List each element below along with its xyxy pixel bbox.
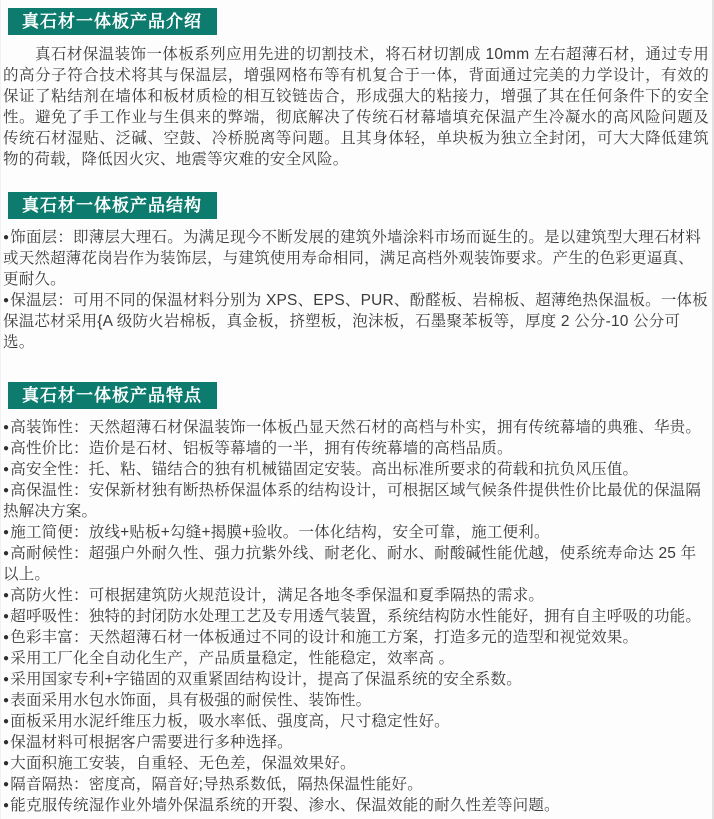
list-item	[3, 543, 709, 585]
list-item-text: 高防火性：可根据建筑防火规范设计，满足各地冬季保温和夏季隔热的需求。	[10, 587, 545, 604]
list-item-text: 保温材料可根据客户需要进行多种选择。	[10, 734, 293, 751]
bullet-icon: ●	[3, 527, 10, 538]
list-item	[3, 585, 709, 606]
bullet-icon: ●	[3, 443, 10, 454]
section-title-structure: 真石材一体板产品结构	[22, 196, 202, 215]
list-item	[3, 669, 709, 690]
bullet-icon: ●	[3, 485, 10, 496]
list-item-text: 饰面层：即薄层大理石。为满足现今不断发展的建筑外墙涂料市场而诞生的。是以建筑型大理石材料或天然超薄花岗岩作为装饰层，与建筑使用寿命相同，满足高档外观装饰要求。产生的色彩更逼真、更耐久。	[3, 229, 702, 288]
bullet-icon: ●	[3, 800, 10, 811]
list-item-text: 施工简便：放线+贴板+勾缝+揭膜+验收。一体化结构，安全可靠，施工便利。	[10, 524, 550, 541]
list-item-text: 色彩丰富：天然超薄石材一体板通过不同的设计和施工方案，打造多元的造型和视觉效果。	[10, 629, 639, 646]
section-title-features: 真石材一体板产品特点	[22, 386, 202, 405]
list-item	[3, 227, 709, 290]
bullet-icon: ●	[3, 695, 10, 706]
list-item	[3, 795, 709, 816]
list-item-text: 大面积施工安装，自重轻、无色差，保温效果好。	[10, 755, 356, 772]
section-title-intro: 真石材一体板产品介绍	[22, 12, 202, 31]
list-item	[3, 459, 709, 480]
bullet-icon: ●	[3, 464, 10, 475]
bullet-icon: ●	[3, 653, 10, 664]
section-intro	[3, 8, 709, 170]
section-title-badge-structure	[8, 192, 217, 219]
list-item	[3, 732, 709, 753]
list-item	[3, 711, 709, 732]
bullet-icon: ●	[3, 758, 10, 769]
list-item	[3, 627, 709, 648]
list-item-text: 高性价比：造价是石材、铝板等幕墙的一半，拥有传统幕墙的高档品质。	[10, 440, 513, 457]
bullet-icon: ●	[3, 590, 10, 601]
section-title-badge-intro	[8, 8, 217, 35]
list-item-text: 高保温性：安保新材独有断热桥保温体系的结构设计，可根据区域气候条件提供性价比最优的保温隔热解决方案。	[3, 482, 702, 520]
list-item-text: 面板采用水泥纤维压力板，吸水率低、强度高，尺寸稳定性好。	[10, 713, 450, 730]
bullet-icon: ●	[3, 716, 10, 727]
list-item-text: 采用国家专利+字锚固的双重紧固结构设计，提高了保温系统的安全系数。	[10, 671, 522, 688]
structure-list	[3, 227, 709, 353]
bullet-icon: ●	[3, 779, 10, 790]
section-features	[3, 382, 709, 816]
intro-paragraph: 真石材保温装饰一体板系列应用先进的切割技术，将石材切割成 10mm 左右超薄石材，通过专用的高分子符合技术将其与保温层，增强网格布等有机复合于一体，背面通过完美的力学设计，有效的保证了粘结剂在墙体和板材质检的相互铰链齿合，形成强大的粘接力，增强了其在任何条件下的安全性。避免了手工作业与生俱来的弊端，彻底解决了传统石材幕墙填充保温产生冷凝水的高风险问题及传统石材湿贴、泛碱、空鼓、冷桥脱离等问题。且其身体轻，单块板为独立全封闭，可大大降低建筑物的荷载，降低因火灾、地震等灾难的安全风险。	[3, 46, 709, 168]
bullet-icon: ●	[3, 632, 10, 643]
bullet-icon: ●	[3, 295, 10, 306]
bullet-icon: ●	[3, 674, 10, 685]
list-item-text: 高安全性：托、粘、锚结合的独有机械锚固定安装。高出标准所要求的荷载和抗负风压值。	[10, 461, 639, 478]
list-item-text: 能克服传统湿作业外墙外保温系统的开裂、渗水、保温效能的耐久性差等问题。	[10, 797, 560, 814]
list-item	[3, 774, 709, 795]
list-item-text: 高装饰性：天然超薄石材保温装饰一体板凸显天然石材的高档与朴实，拥有传统幕墙的典雅、华贵。	[10, 419, 702, 436]
list-item	[3, 417, 709, 438]
list-item	[3, 606, 709, 627]
section-structure	[3, 192, 709, 353]
list-item	[3, 522, 709, 543]
list-item-text: 表面采用水包水饰面，具有极强的耐侯性、装饰性。	[10, 692, 372, 709]
bullet-icon: ●	[3, 548, 10, 559]
list-item	[3, 690, 709, 711]
list-item	[3, 480, 709, 522]
features-list	[3, 417, 709, 816]
list-item-text: 高耐候性：超强户外耐久性、强力抗紫外线、耐老化、耐水、耐酸碱性能优越，使系统寿命达 25 年以上。	[3, 545, 697, 583]
list-item-text: 隔音隔热：密度高，隔音好;导热系数低，隔热保温性能好。	[10, 776, 423, 793]
list-item	[3, 753, 709, 774]
list-item-text: 采用工厂化全自动化生产，产品质量稳定，性能稳定，效率高 。	[10, 650, 455, 667]
bullet-icon: ●	[3, 737, 10, 748]
list-item	[3, 648, 709, 669]
section-title-badge-features	[8, 382, 217, 409]
bullet-icon: ●	[3, 232, 10, 243]
bullet-icon: ●	[3, 422, 10, 433]
list-item-text: 保温层：可用不同的保温材料分别为 XPS、EPS、PUR、酚醛板、岩棉板、超薄绝热保温板。一体板保温芯材采用{A 级防火岩棉板，真金板，挤塑板，泡沫板，石墨聚苯板等，厚度 2 公分-10 公分可选。	[3, 292, 708, 351]
list-item-text: 超呼吸性：独特的封闭防水处理工艺及专用透气装置，系统结构防水性能好，拥有自主呼吸的功能。	[10, 608, 702, 625]
bullet-icon: ●	[3, 611, 10, 622]
list-item	[3, 438, 709, 459]
list-item	[3, 290, 709, 353]
